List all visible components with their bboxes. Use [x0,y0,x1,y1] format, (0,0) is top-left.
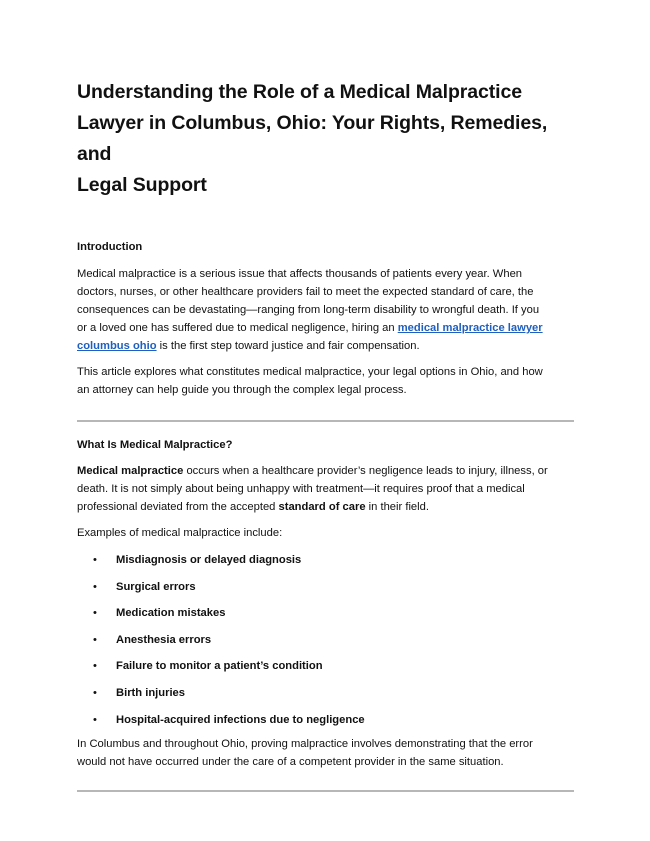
examples-list [77,553,574,739]
list-item [77,633,574,660]
list-item [77,713,574,740]
intro-text-line: This article explores what constitutes medical malpractice, your legal options in Ohio, and how [77,366,543,378]
intro-text-line: or a loved one has suffered due to medical negligence, hiring an [77,322,398,334]
list-item-text: Failure to monitor a patient’s condition [116,660,323,673]
list-item [77,580,574,607]
section-divider [77,790,574,792]
list-item [77,553,574,580]
closing-paragraph [77,735,574,771]
definition-paragraph [77,462,574,516]
closing-text-line: In Columbus and throughout Ohio, proving malpractice involves demonstrating that the error [77,738,533,751]
bullet-icon: • [93,633,97,646]
document-content [77,77,574,792]
list-item-text: Misdiagnosis or delayed diagnosis [116,554,302,566]
intro-paragraph-2 [77,363,574,399]
definition-text: death. It is not simply about being unhappy with treatment—it requires proof that a medical [77,483,525,495]
bullet-icon: • [93,580,97,593]
intro-text-line: an attorney can help guide you through the complex legal process. [77,384,407,396]
intro-heading: Introduction [77,241,143,253]
bullet-icon: • [93,660,97,673]
lawyer-link-text: medical malpractice lawyer [397,322,543,334]
title-line: Lawyer in Columbus, Ohio: Your Rights, Remedies, and [77,112,548,165]
section-divider [77,420,574,422]
examples-intro: Examples of medical malpractice include: [77,527,283,539]
bullet-icon: • [93,713,97,726]
intro-paragraph [77,265,574,355]
section-heading: What Is Medical Malpractice? [77,439,233,451]
definition-text: occurs when a healthcare provider’s negligence leads to injury, illness, or [183,465,548,477]
definition-text: professional deviated from the accepted [77,501,279,513]
list-item [77,686,574,713]
list-item-text: Hospital-acquired infections due to negligence [116,713,365,726]
intro-text-line: consequences can be devastating—ranging from long-term disability to wrongful death. If you [77,304,540,316]
lawyer-link-text: columbus ohio [77,340,157,352]
intro-text-line: Medical malpractice is a serious issue that affects thousands of patients every year. When [77,268,523,280]
page-title [77,77,574,201]
intro-text-line: is the first step toward justice and fair compensation. [156,340,420,352]
list-item [77,659,574,686]
bullet-icon: • [93,686,97,699]
definition-text: in their field. [365,501,429,513]
closing-text-line: would not have occurred under the care of a competent provider in the same situation. [77,756,504,769]
list-item-text: Surgical errors [116,580,196,593]
bold-term: Medical malpractice [77,465,184,477]
list-item [77,606,574,633]
list-item-text: Medication mistakes [116,607,226,620]
list-item-text: Birth injuries [116,686,185,699]
list-item-text: Anesthesia errors [116,633,212,646]
bullet-icon: • [93,554,97,566]
title-line: Understanding the Role of a Medical Malpractice [77,81,522,103]
bullet-icon: • [93,607,97,620]
title-line: Legal Support [77,174,207,196]
intro-text-line: doctors, nurses, or other healthcare providers fail to meet the expected standard of care, the [77,286,534,298]
bold-term: standard of care [278,501,366,513]
